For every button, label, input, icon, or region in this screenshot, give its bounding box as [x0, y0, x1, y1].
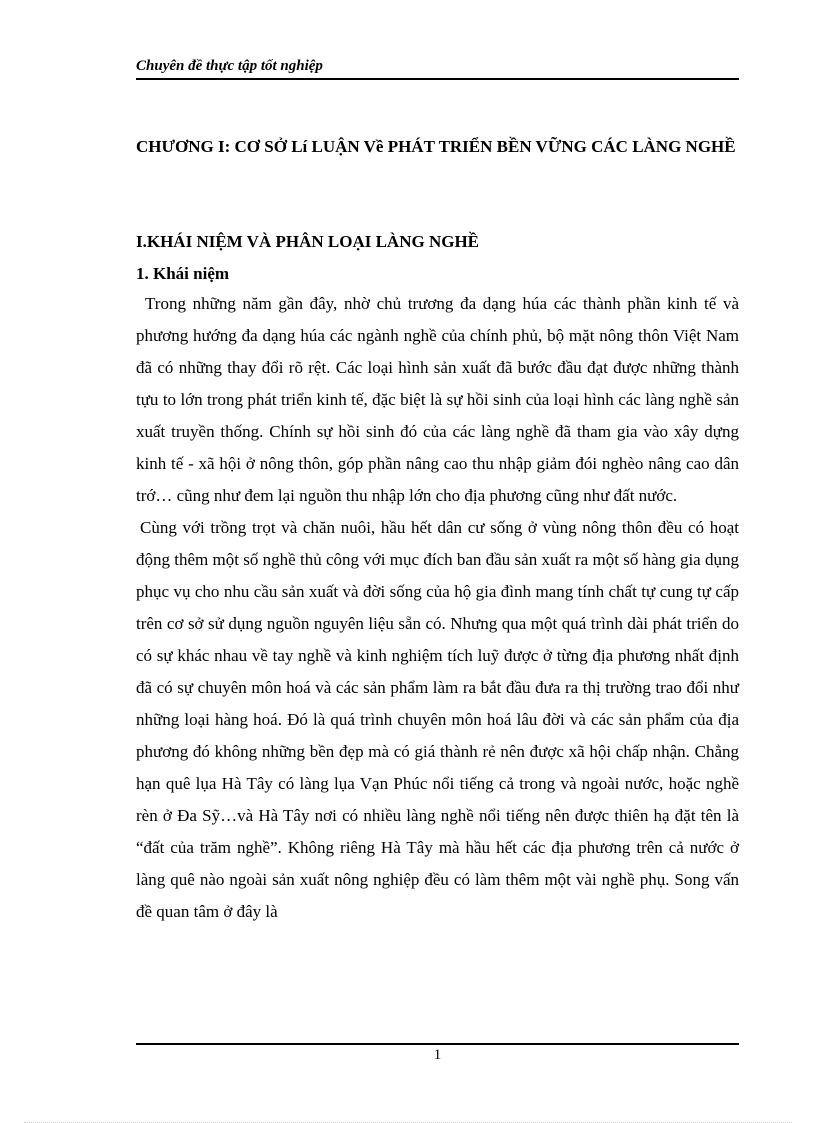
body-text [136, 288, 739, 928]
header-title: Chuyên đề thực tập tốt nghiệp [136, 58, 323, 74]
chapter-title: CHƯƠNG I: CƠ SỞ Lí LUẬN Về PHÁT TRIỂN BỀN VỮNG CÁC LÀNG NGHỀ [136, 137, 736, 156]
subsection-title: 1. Khái niệm [136, 264, 230, 283]
paragraph-1: Trong những năm gần đây, nhờ chủ trương đa dạng húa các thành phần kinh tế và phương hướng đa dạng húa các ngành nghề của chính phủ, bộ mặt nông thôn Việt Nam đã có những thay đổi rõ rệt. Các loại hình sản xuất đã bước đầu đạt được những thành tựu to lớn trong phát triển kinh tế, đặc biệt là sự hồi sinh của loại hình các làng nghề sản xuất truyền thống. Chính sự hồi sinh đó của các làng nghề đã tham gia vào xây dựng kinh tế - xã hội ở nông thôn, góp phần nâng cao thu nhập giảm đói nghèo nâng cao dân trớ… cũng như đem lại nguồn thu nhập lớn cho địa phương cũng như đất nước. [136, 294, 739, 505]
page-number: 1 [433, 1047, 442, 1063]
footer-rule [136, 1043, 739, 1045]
page-header [136, 56, 739, 80]
paragraph-2: Cùng với trồng trọt và chăn nuôi, hầu hết dân cư sống ở vùng nông thôn đều có hoạt động thêm một số nghề thủ công với mục đích ban đầu sản xuất ra một số hàng gia dụng phục vụ cho nhu cầu sản xuất và đời sống của hộ gia đình mang tính chất tự cung tự cấp trên cơ sở sử dụng nguồn nguyên liệu sẵn có. Nhưng qua một quá trình dài phát triển do có sự khác nhau về tay nghề và kinh nghiệm tích luỹ được ở từng địa phương nhất định đã có sự chuyên môn hoá và các sản phẩm làm ra bắt đầu đưa ra thị trường trao đổi như những loại hàng hoá. Đó là quá trình chuyên môn hoá lâu đời và các sản phẩm của địa phương đó không những bền đẹp mà có giá thành rẻ nên được xã hội chấp nhận. Chẳng hạn quê lụa Hà Tây có làng lụa Vạn Phúc nổi tiếng cả trong và ngoài nước, hoặc nghề rèn ở Đa Sỹ…và Hà Tây nơi có nhiều làng nghề nổi tiếng nên được thiên hạ đặt tên là “đất của trăm nghề”. Không riêng Hà Tây mà hầu hết các địa phương trên cả nước ở làng quê nào ngoài sản xuất nông nghiệp đều có làm thêm một vài nghề phụ. Song vấn đề quan tâm ở đây là [136, 518, 739, 921]
section-title: I.KHÁI NIỆM VÀ PHÂN LOẠI LÀNG NGHỀ [136, 232, 480, 251]
